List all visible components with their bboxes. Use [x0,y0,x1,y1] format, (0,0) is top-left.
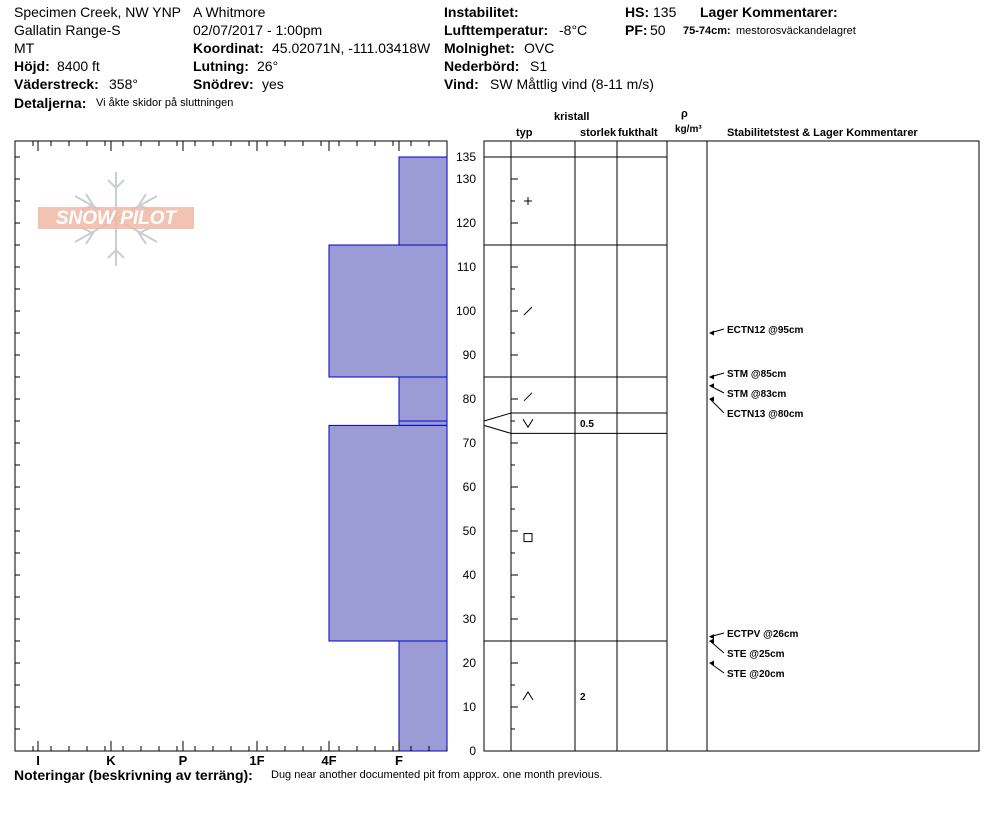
slope-label: Lutning: [193,58,249,74]
air-temp: -8°C [559,22,588,38]
stability-test-4 [709,629,799,640]
stability-test-5 [709,639,785,661]
aspect-label: Väderstreck: [14,76,99,92]
logo-text: SNOW PILOT [55,208,177,229]
wind: SW Måttlig vind (8-11 m/s) [490,76,654,92]
details: Vi åkte skidor på sluttningen [96,97,234,109]
precip: S1 [530,58,548,74]
test-arrow [709,634,714,639]
layer-comment-depth: 75-74cm: [683,25,731,37]
col-crystal: kristall [554,111,590,123]
depth-tick-10: 10 [462,700,476,714]
range: Gallatin Range-S [14,22,121,38]
notes-label: Noteringar (beskrivning av terräng): [14,767,253,783]
elevation: 8400 ft [57,58,100,74]
datetime: 02/07/2017 - 1:00pm [193,22,323,38]
drift: yes [262,76,284,92]
test-arrow [709,383,714,388]
instability-label: Instabilitet: [444,4,519,20]
test-label: ECTN13 @80cm [727,409,804,420]
coord: 45.02071N, -111.03418W [272,40,431,56]
grain-symbol-3 [523,419,533,427]
hardness-bar-1 [329,245,447,377]
test-label: STE @25cm [727,649,785,660]
depth-tick-100: 100 [455,304,476,318]
stability-test-0 [709,325,804,336]
hs: 135 [653,4,677,20]
test-label: STM @85cm [727,369,787,380]
col-size: storlek [580,127,617,139]
col-moisture: fukthalt [618,127,658,139]
test-label: ECTN12 @95cm [727,325,804,336]
test-leader [710,641,724,653]
depth-tick-80: 80 [462,392,476,406]
hardness-label-4F: 4F [321,753,337,768]
hardness-profile [15,141,476,768]
layer-comments-label: Lager Kommentarer: [700,4,838,20]
depth-tick-135: 135 [455,150,476,164]
pf: 50 [650,22,666,38]
layer-comment: mestorosväckandelagret [736,25,856,37]
depth-tick-130: 130 [455,172,476,186]
depth-tick-0: 0 [469,744,476,758]
test-label: STM @83cm [727,389,787,400]
grain-v [523,419,533,427]
depth-tick-110: 110 [456,260,476,274]
hardness-label-K: K [106,753,116,768]
depth-tick-40: 40 [462,568,476,582]
grain-symbol-0 [524,197,532,205]
slope: 26° [257,58,279,74]
depth-tick-20: 20 [462,656,476,670]
test-label: ECTPV @26cm [727,629,799,640]
grain-symbol-5 [523,692,533,700]
test-leader [710,399,724,413]
hardness-label-I: I [36,753,40,768]
sky-label: Molnighet: [444,40,515,56]
grain-caret [523,692,533,700]
hardness-bar-2 [399,377,447,421]
grain-symbol-1 [524,307,532,315]
stability-test-6 [709,661,785,681]
test-arrow [709,661,714,666]
hardness-bar-3 [399,421,447,425]
pf-label: PF: [625,22,648,38]
coord-label: Koordinat: [193,40,264,56]
hardness-label-1F: 1F [249,753,265,768]
hs-label: HS: [625,4,650,20]
grain-square [524,534,532,542]
observer: A Whitmore [193,4,266,20]
test-label: STE @20cm [727,669,785,680]
depth-tick-60: 60 [462,480,476,494]
hardness-bar-0 [399,157,447,245]
elevation-label: Höjd: [14,58,50,74]
layer-table [484,141,979,751]
grain-symbol-2 [524,393,532,401]
precip-label: Nederbörd: [444,58,520,74]
aspect: 358° [109,76,138,92]
depth-tick-90: 90 [462,348,476,362]
col-stability: Stabilitetstest & Lager Kommentarer [727,127,918,139]
grain-slash [524,393,532,401]
location: Specimen Creek, NW YNP [14,4,182,20]
hardness-bar-5 [399,641,447,751]
stability-test-2 [709,383,786,400]
col-type: typ [516,127,533,139]
stability-test-3 [709,397,804,421]
test-arrow [709,375,714,380]
layer-fan-bottom [484,425,511,433]
snow-pilot-logo [38,172,194,266]
layer-fan-top [484,413,511,421]
notes-text: Dug near another documented pit from approx. one month previous. [271,769,603,781]
col-density-unit: kg/m³ [675,124,702,135]
hardness-label-P: P [178,753,188,768]
sky: OVC [524,40,555,56]
hardness-bar-4 [329,425,447,641]
wind-label: Vind: [444,76,479,92]
state: MT [14,40,35,56]
depth-tick-120: 120 [455,216,476,230]
col-rho: ρ [681,108,688,120]
stability-test-1 [709,369,786,380]
test-arrow [709,331,714,336]
depth-tick-70: 70 [462,436,476,450]
air-temp-label: Lufttemperatur: [444,22,549,38]
grain-symbol-4 [524,534,532,542]
grain-size-3: 0.5 [580,419,594,431]
details-label: Detaljerna: [14,95,87,111]
grain-slash [524,307,532,315]
hardness-label-F: F [395,753,403,768]
grain-size-5: 2 [580,692,586,703]
drift-label: Snödrev: [193,76,254,92]
depth-tick-30: 30 [462,612,476,626]
depth-tick-50: 50 [462,524,476,538]
